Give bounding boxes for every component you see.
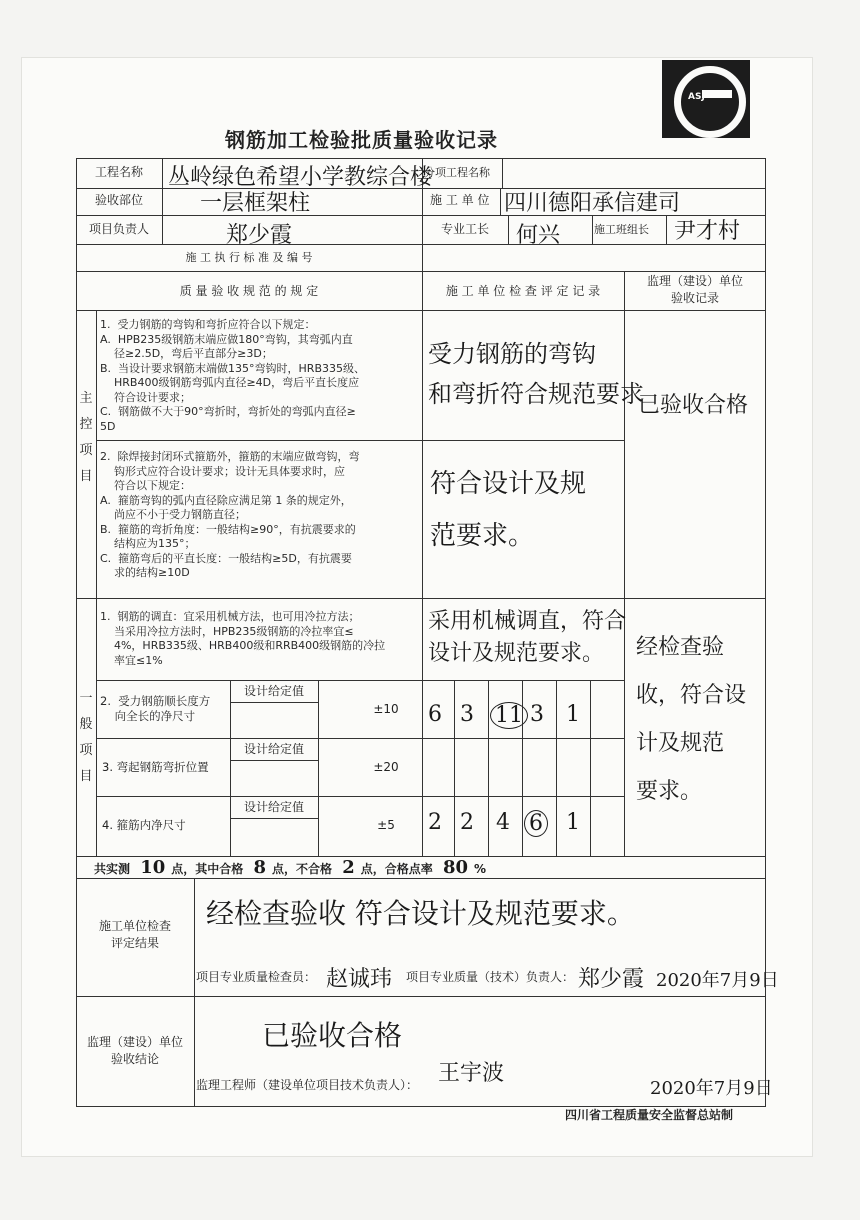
main-item-2-spec: 2. 除焊接封闭环式箍筋外，箍筋的末端应做弯钩，弯 钩形式应符合设计要求；设计无具体要求时，应 符合以下规定： A. 箍筋弯钩的弧内直径除应满足第 1 条的规定外， 尚应不小于受力钢筋直径； B. 箍筋的弯折角度：一般结构≥90°，有抗震要求的 结构应为135°； C. 箍筋弯后的平直长度：一般结构≥5D，有抗震要 求的结构≥10D (100, 450, 360, 579)
main-supervision-result: 已验收合格 (638, 393, 749, 418)
station-logo: ASJ (662, 60, 750, 138)
item-4-tolerance: ±5 (377, 818, 395, 832)
item-3-tolerance: ±20 (373, 760, 399, 774)
project-name-label: 工程名称 (94, 165, 143, 179)
general-item-1-spec: 1. 钢筋的调直：宜采用机械方法，也可用冷拉方法； 当采用冷拉方法时，HPB235级钢筋的冷拉率宜≤ 4%，HRB335级、HRB400级和RRB400级钢筋的冷拉 率宜≤1% (100, 610, 386, 667)
spec-column-header: 质 量 验 收 规 范 的 规 定 (179, 284, 319, 298)
item-2-value-4: 3 (530, 702, 544, 727)
main-item-1-check: 受力钢筋的弯钩 和弯折符合规范要求 (428, 340, 644, 408)
general-item-1-check: 采用机械调直，符合 设计及规范要求。 (428, 609, 627, 666)
project-name-value: 丛岭绿色希望小学教综合楼 (168, 165, 433, 190)
totals-line: 共实测 10 点，其中合格 8 点，不合格 2 点，合格点率 80 % (94, 857, 487, 878)
construction-unit-label: 施 工 单 位 (430, 193, 490, 207)
tech-manager-signature: 郑少霞 (578, 967, 645, 992)
team-leader-value: 尹才村 (674, 219, 741, 244)
acceptance-record-table (76, 158, 779, 1108)
supervising-engineer-signature: 王宇波 (438, 1061, 505, 1086)
item-3-design-value-label: 设计给定值 (243, 742, 304, 756)
document-title: 钢筋加工检验批质量验收记录 (225, 128, 498, 152)
item-4-value-1: 2 (428, 810, 442, 835)
item-4-value-4: 6 (524, 810, 548, 837)
item-2-tolerance: ±10 (373, 702, 399, 716)
constructor-eval-result: 经检查验收 符合设计及规范要求。 (206, 897, 635, 930)
inspector-signature: 赵诚玮 (326, 967, 393, 992)
acceptance-part-label: 验收部位 (94, 193, 143, 207)
main-item-2-check: 符合设计及规 范要求。 (430, 469, 587, 551)
team-leader-label: 施工班组长 (594, 223, 649, 236)
general-label: 一 般 项 目 (79, 691, 93, 784)
item-4-value-3: 4 (496, 810, 510, 835)
constructor-eval-date: 2020年7月9日 (656, 970, 779, 991)
item-2-value-3: 11 (490, 702, 528, 729)
supervision-column-header: 监理（建设）单位 验收记录 (646, 274, 743, 305)
general-item-2-label: 2. 受力钢筋顺长度方 向全长的净尺寸 (100, 694, 211, 723)
foreman-value: 何兴 (516, 223, 561, 248)
main-item-1-spec: 1. 受力钢筋的弯钩和弯折应符合以下规定： A. HPB235级钢筋末端应做180°弯钩，其弯弧内直 径≥2.5D，弯后平直部分≥3D； B. 当设计要求钢筋末端做135°弯钩时，HRB335级、 HRB400级钢筋弯弧内直径≥4D，弯后平直长度应 符合设计要求； C. 钢筋做不大于90°弯折时，弯折处的弯弧内直径≥ 5D (100, 318, 365, 433)
general-supervision-result: 经检查验 收，符合设 计及规范 要求。 (636, 635, 747, 804)
construction-unit-value: 四川德阳承信建司 (504, 191, 681, 216)
inspector-label: 项目专业质量检查员： (196, 970, 317, 984)
constructor-eval-label: 施工单位检查 评定结果 (98, 919, 171, 950)
item-2-value-2: 3 (460, 702, 474, 727)
item-2-value-5: 1 (566, 702, 580, 727)
supervisor-conclusion-date: 2020年7月9日 (650, 1078, 773, 1099)
item-2-value-1: 6 (428, 702, 442, 727)
item-4-design-value-label: 设计给定值 (243, 800, 304, 814)
main-control-label: 主 控 项 目 (79, 391, 93, 484)
general-item-4-label: 4. 箍筋内净尺寸 (102, 818, 186, 832)
project-manager-value: 郑少霞 (226, 223, 293, 248)
item-2-design-value-label: 设计给定值 (243, 684, 304, 698)
tech-manager-label: 项目专业质量（技术）负责人： (406, 970, 575, 984)
item-4-value-5: 1 (566, 810, 580, 835)
general-item-3-label: 3. 弯起钢筋弯折位置 (102, 760, 209, 774)
issuing-authority-footer: 四川省工程质量安全监督总站制 (565, 1108, 734, 1122)
supervisor-conclusion-result: 已验收合格 (262, 1019, 403, 1052)
supervisor-conclusion-label: 监理（建设）单位 验收结论 (86, 1035, 183, 1066)
acceptance-part-value: 一层框架柱 (200, 191, 311, 216)
item-4-value-2: 2 (460, 810, 474, 835)
supervising-engineer-label: 监理工程师（建设单位项目技术负责人）： (196, 1078, 419, 1092)
check-column-header: 施 工 单 位 检 查 评 定 记 录 (445, 284, 601, 298)
standard-label: 施 工 执 行 标 准 及 编 号 (185, 251, 313, 264)
sub-project-label: 分项工程名称 (424, 166, 490, 179)
project-manager-label: 项目负责人 (88, 222, 149, 236)
foreman-label: 专业工长 (440, 222, 489, 236)
